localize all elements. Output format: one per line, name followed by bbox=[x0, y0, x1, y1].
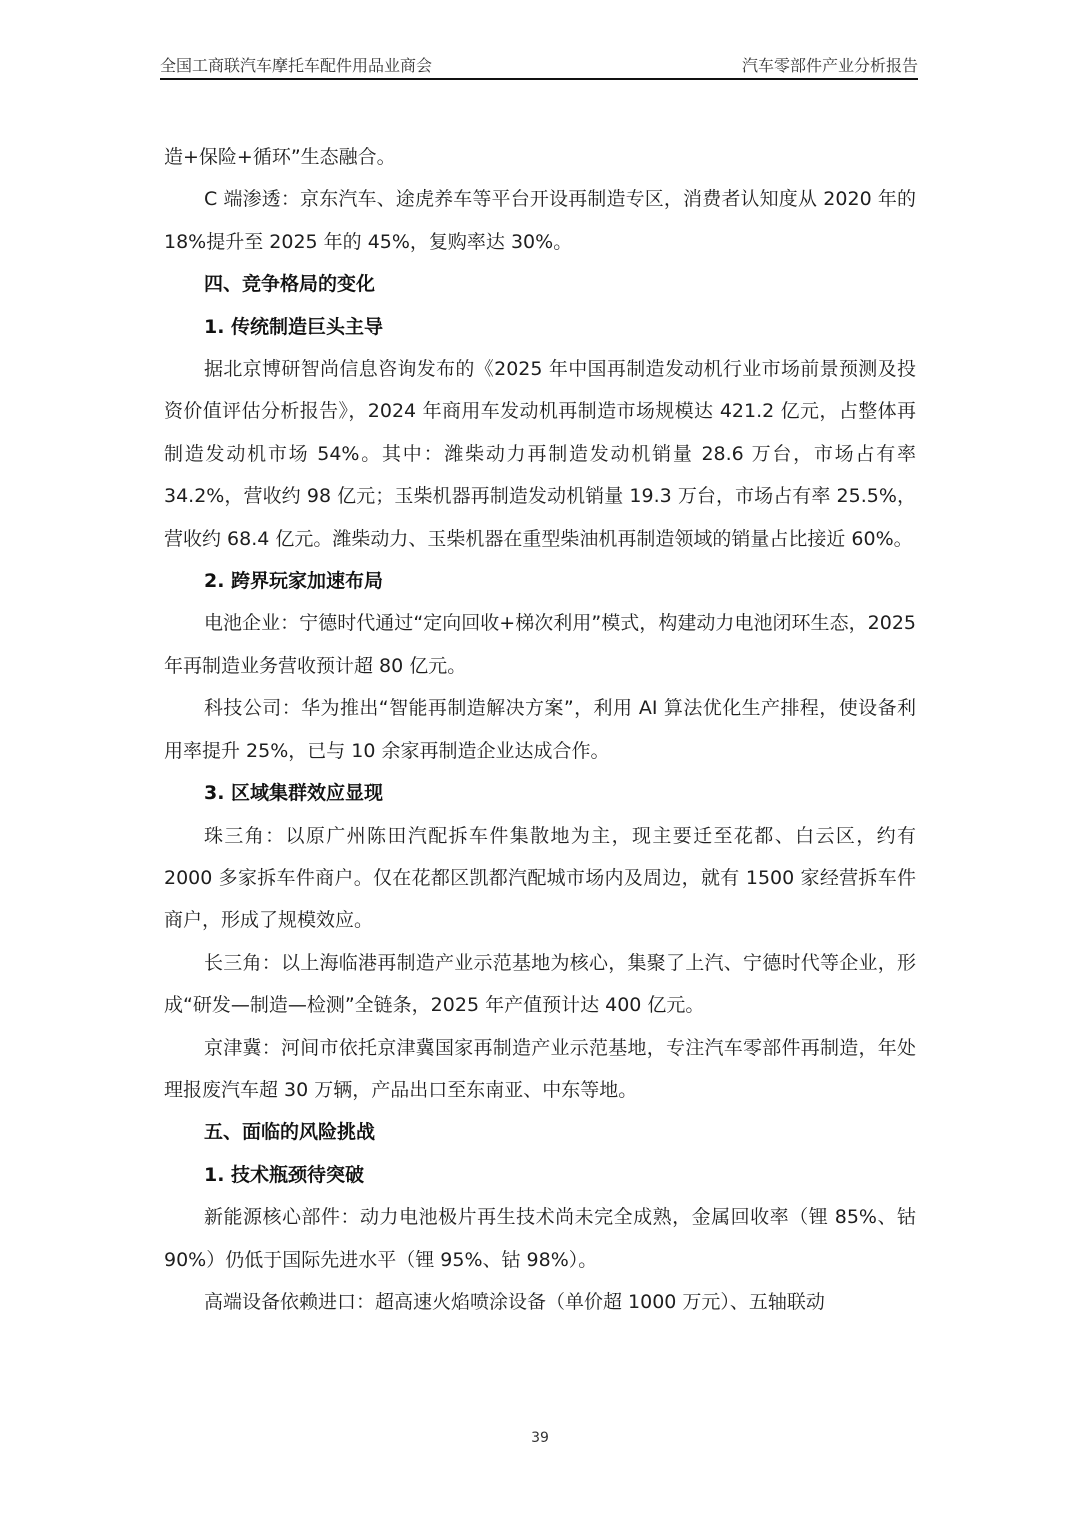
subheading-crossover-players: 2. 跨界玩家加速布局 bbox=[204, 570, 384, 593]
subheading-tech-bottleneck: 1. 技术瓶颈待突破 bbox=[204, 1163, 365, 1186]
paragraph-new-energy-parts bbox=[164, 1196, 916, 1281]
paragraph-text: 珠三角：以原广州陈田汽配拆车件集散地为主，现主要迁至花都、白云区，约有 2000 多家拆车件商户。仅在花都区凯都汽配城市场内及周边，就有 1500 家经营拆车件商户，形成了规模效应。 bbox=[164, 824, 916, 932]
subheading-traditional-giants: 1. 传统制造巨头主导 bbox=[204, 315, 384, 338]
paragraph-text: 造+保险+循环”生态融合。 bbox=[164, 146, 396, 168]
paragraph-text: C 端渗透：京东汽车、途虎养车等平台开设再制造专区，消费者认知度从 2020 年的 18%提升至 2025 年的 45%，复购率达 30%。 bbox=[164, 188, 916, 253]
subheading-regional-clusters: 3. 区域集群效应显现 bbox=[204, 782, 384, 805]
paragraph-text: 高端设备依赖进口：超高速火焰喷涂设备（单价超 1000 万元）、五轴联动 bbox=[204, 1290, 825, 1313]
paragraph-jing-jin-ji bbox=[164, 1027, 916, 1112]
header-report-title: 汽车零部件产业分析报告 bbox=[741, 56, 918, 75]
paragraph-equipment-import bbox=[164, 1281, 916, 1323]
section-heading-competition: 四、竞争格局的变化 bbox=[204, 273, 376, 296]
paragraph-text: 长三角：以上海临港再制造产业示范基地为核心，集聚了上汽、宁德时代等企业，形成“研发—制造—检测”全链条，2025 年产值预计达 400 亿元。 bbox=[164, 951, 916, 1017]
paragraph-tech-companies bbox=[164, 687, 916, 772]
paragraph-continuation bbox=[164, 136, 916, 178]
page-header bbox=[160, 50, 918, 80]
paragraph-text: 电池企业：宁德时代通过“定向回收+梯次利用”模式，构建动力电池闭环生态，2025 年再制造业务营收预计超 80 亿元。 bbox=[164, 612, 916, 677]
page-number: 39 bbox=[531, 1430, 549, 1446]
paragraph-text: 据北京博研智尚信息咨询发布的《2025 年中国再制造发动机行业市场前景预测及投资价值评估分析报告》，2024 年商用车发动机再制造市场规模达 421.2 亿元，占整体再制造发动机市场 54%。其中：潍柴动力再制造发动机销量 28.6 万台，市场占有率 34.2%，营收约 98 亿元；玉柴机器再制造发动机销量 19.3 万台，市场占有率 25.5%，营收约 68.4 亿元。潍柴动力、玉柴机器在重型柴油机再制造领域的销量占比接近 60%。 bbox=[164, 358, 916, 550]
paragraph-pearl-river-delta bbox=[164, 815, 916, 942]
paragraph-text: 科技公司：华为推出“智能再制造解决方案”，利用 AI 算法优化生产排程，使设备利用率提升 25%，已与 10 余家再制造企业达成合作。 bbox=[164, 697, 916, 762]
header-organization: 全国工商联汽车摩托车配件用品业商会 bbox=[160, 56, 433, 75]
document-body bbox=[164, 136, 916, 1323]
paragraph-engine-market bbox=[164, 348, 916, 560]
paragraph-text: 京津冀：河间市依托京津冀国家再制造产业示范基地，专注汽车零部件再制造，年处理报废汽车超 30 万辆，产品出口至东南亚、中东等地。 bbox=[164, 1036, 916, 1101]
paragraph-battery-companies bbox=[164, 602, 916, 687]
paragraph-yangtze-delta bbox=[164, 942, 916, 1027]
paragraph-c-end bbox=[164, 178, 916, 263]
section-heading-risks: 五、面临的风险挑战 bbox=[204, 1121, 376, 1144]
paragraph-text: 新能源核心部件：动力电池极片再生技术尚未完全成熟，金属回收率（锂 85%、钴 90%）仍低于国际先进水平（锂 95%、钴 98%）。 bbox=[164, 1206, 916, 1271]
